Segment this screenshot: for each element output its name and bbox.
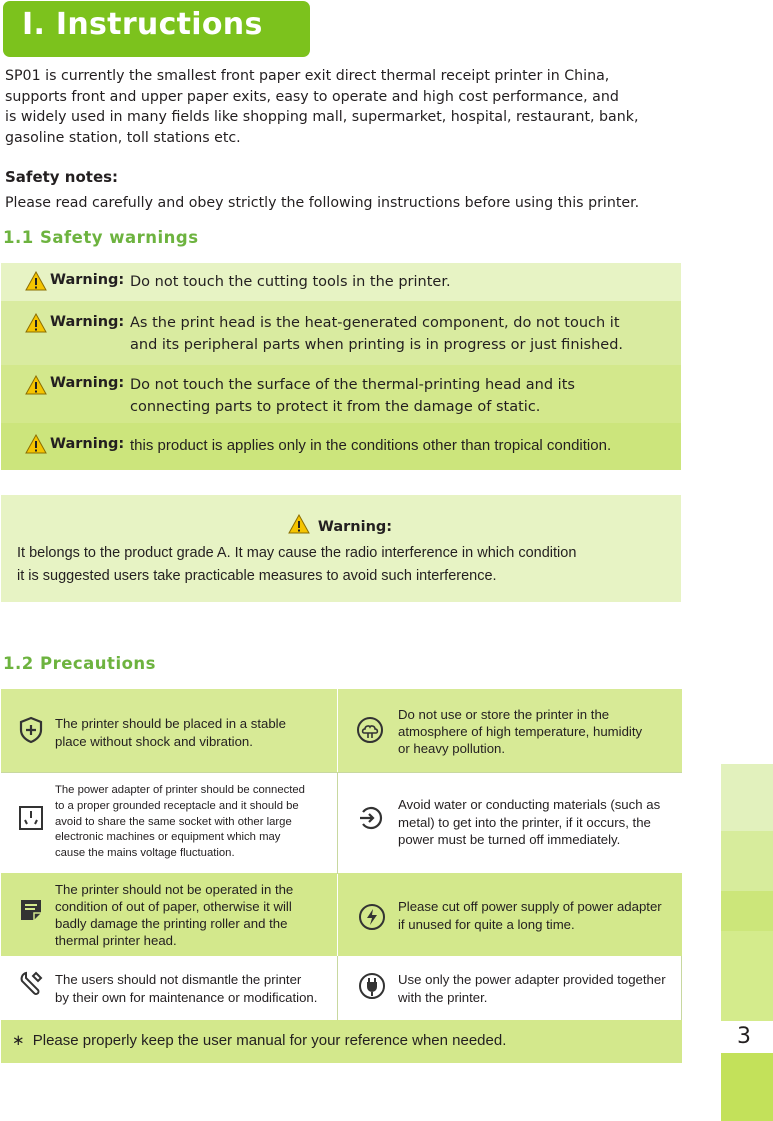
- section-heading-safety-warnings: 1.1 Safety warnings: [3, 228, 199, 247]
- footer-star: ∗: [12, 1032, 25, 1049]
- warning-label: Warning:: [50, 314, 125, 330]
- paper-icon: [18, 897, 44, 923]
- warning-triangle-icon: [25, 313, 47, 333]
- precaution-line: Use only the power adapter provided together: [398, 972, 666, 987]
- grid-divider: [337, 956, 338, 1020]
- warning-box-label: Warning:: [317, 519, 393, 535]
- precaution-line: The printer should not be operated in the: [55, 882, 294, 897]
- precaution-line: or heavy pollution.: [398, 741, 506, 756]
- precaution-line: electronic machines or equipment which may: [55, 831, 281, 844]
- side-tab-5: [721, 1053, 773, 1121]
- shield-plus-icon: [18, 716, 44, 744]
- intro-line: is widely used in many fields like shopping mall, supermarket, hospital, restaurant, bank,: [5, 109, 639, 125]
- interference-warning-title: [0, 514, 680, 535]
- precaution-line: by their own for maintenance or modification.: [55, 989, 318, 1005]
- warning-triangle-icon: [25, 375, 47, 395]
- warning-line: As the print head is the heat-generated component, do not touch it: [130, 315, 620, 331]
- warning-label: Warning:: [50, 375, 125, 391]
- side-tab-1: [721, 764, 773, 831]
- warning-triangle-icon: [25, 271, 47, 291]
- precaution-text: [398, 796, 660, 849]
- cloud-warning-icon: [356, 716, 384, 744]
- warning-line: this product is applies only in the conditions other than tropical condition.: [130, 437, 612, 454]
- precaution-line: The printer should be placed in a stable: [55, 716, 286, 731]
- precaution-line: Please cut off power supply of power adapter: [398, 899, 662, 914]
- water-arrow-icon: [356, 804, 384, 832]
- warning-text: [130, 374, 680, 418]
- precaution-line: cause the mains voltage fluctuation.: [55, 847, 235, 860]
- warning-line: connecting parts to protect it from the damage of static.: [130, 399, 541, 415]
- precaution-text: [398, 706, 642, 757]
- power-plug-icon: [358, 972, 386, 1000]
- intro-paragraph: [5, 66, 717, 148]
- precaution-line: metal) to get into the printer, if it occurs, the: [398, 814, 651, 830]
- footer-note-text: Please properly keep the user manual for your reference when needed.: [32, 1032, 507, 1049]
- warning-line: and its peripheral parts when printing is in progress or just finished.: [130, 337, 624, 353]
- precaution-line: atmosphere of high temperature, humidity: [398, 724, 643, 739]
- side-tab-4: [721, 931, 773, 1021]
- page-title: I. Instructions: [22, 7, 263, 42]
- intro-line: SP01 is currently the smallest front paper exit direct thermal receipt printer in China,: [5, 68, 610, 84]
- precaution-text: [398, 898, 662, 933]
- warning-triangle-icon: [25, 434, 47, 454]
- precaution-text: [55, 881, 293, 949]
- precaution-line: power must be turned off immediately.: [398, 832, 621, 847]
- precaution-line: avoid to share the same socket with other large: [55, 815, 292, 828]
- warning-label: Warning:: [50, 436, 125, 452]
- precaution-line: Avoid water or conducting materials (such as: [398, 797, 661, 812]
- grounded-socket-icon: [18, 805, 44, 831]
- precaution-line: Do not use or store the printer in the: [398, 707, 610, 722]
- safety-notes-text: Please read carefully and obey strictly the following instructions before using this printer.: [5, 195, 640, 211]
- precaution-line: thermal printer head.: [55, 933, 177, 948]
- warning-text: [130, 435, 680, 457]
- warning-box-line: It belongs to the product grade A. It may cause the radio interference in which condition: [17, 545, 577, 561]
- precaution-text: [398, 971, 666, 1006]
- precaution-line: place without shock and vibration.: [55, 734, 253, 749]
- warning-label: Warning:: [50, 272, 125, 288]
- page-number: 3: [737, 1024, 751, 1049]
- precaution-line: to a proper grounded receptacle and it should be: [55, 799, 299, 812]
- precaution-text: [55, 715, 286, 751]
- side-tab-3: [721, 891, 773, 931]
- section-heading-precautions: 1.2 Precautions: [3, 654, 157, 673]
- precaution-line: with the printer.: [398, 989, 488, 1005]
- warning-triangle-icon: [288, 514, 310, 534]
- side-tab-2: [721, 831, 773, 891]
- precaution-line: The users should not dismantle the printer: [55, 972, 302, 987]
- lightning-icon: [358, 903, 386, 931]
- footer-note: [12, 1031, 506, 1049]
- precaution-line: if unused for quite a long time.: [398, 916, 575, 932]
- warning-text: [130, 271, 680, 293]
- intro-line: supports front and upper paper exits, easy to operate and high cost performance, and: [5, 88, 619, 105]
- safety-notes-heading: Safety notes:: [5, 168, 119, 186]
- interference-warning-text: [17, 542, 677, 588]
- grid-divider: [337, 772, 338, 873]
- warning-line: Do not touch the surface of the thermal-printing head and its: [130, 377, 575, 393]
- precaution-line: The power adapter of printer should be connected: [55, 784, 305, 796]
- precaution-line: badly damage the printing roller and the: [55, 916, 288, 931]
- warning-line: Do not touch the cutting tools in the printer.: [130, 274, 451, 290]
- wrench-icon: [18, 970, 44, 996]
- precaution-text: [55, 783, 305, 862]
- precaution-line: condition of out of paper, otherwise it will: [55, 899, 292, 914]
- warning-text: [130, 312, 680, 356]
- grid-divider: [681, 956, 682, 1020]
- warning-box-line: it is suggested users take practicable measures to avoid such interference.: [17, 568, 497, 584]
- intro-line: gasoline station, toll stations etc.: [5, 129, 241, 146]
- precaution-text: [55, 971, 317, 1006]
